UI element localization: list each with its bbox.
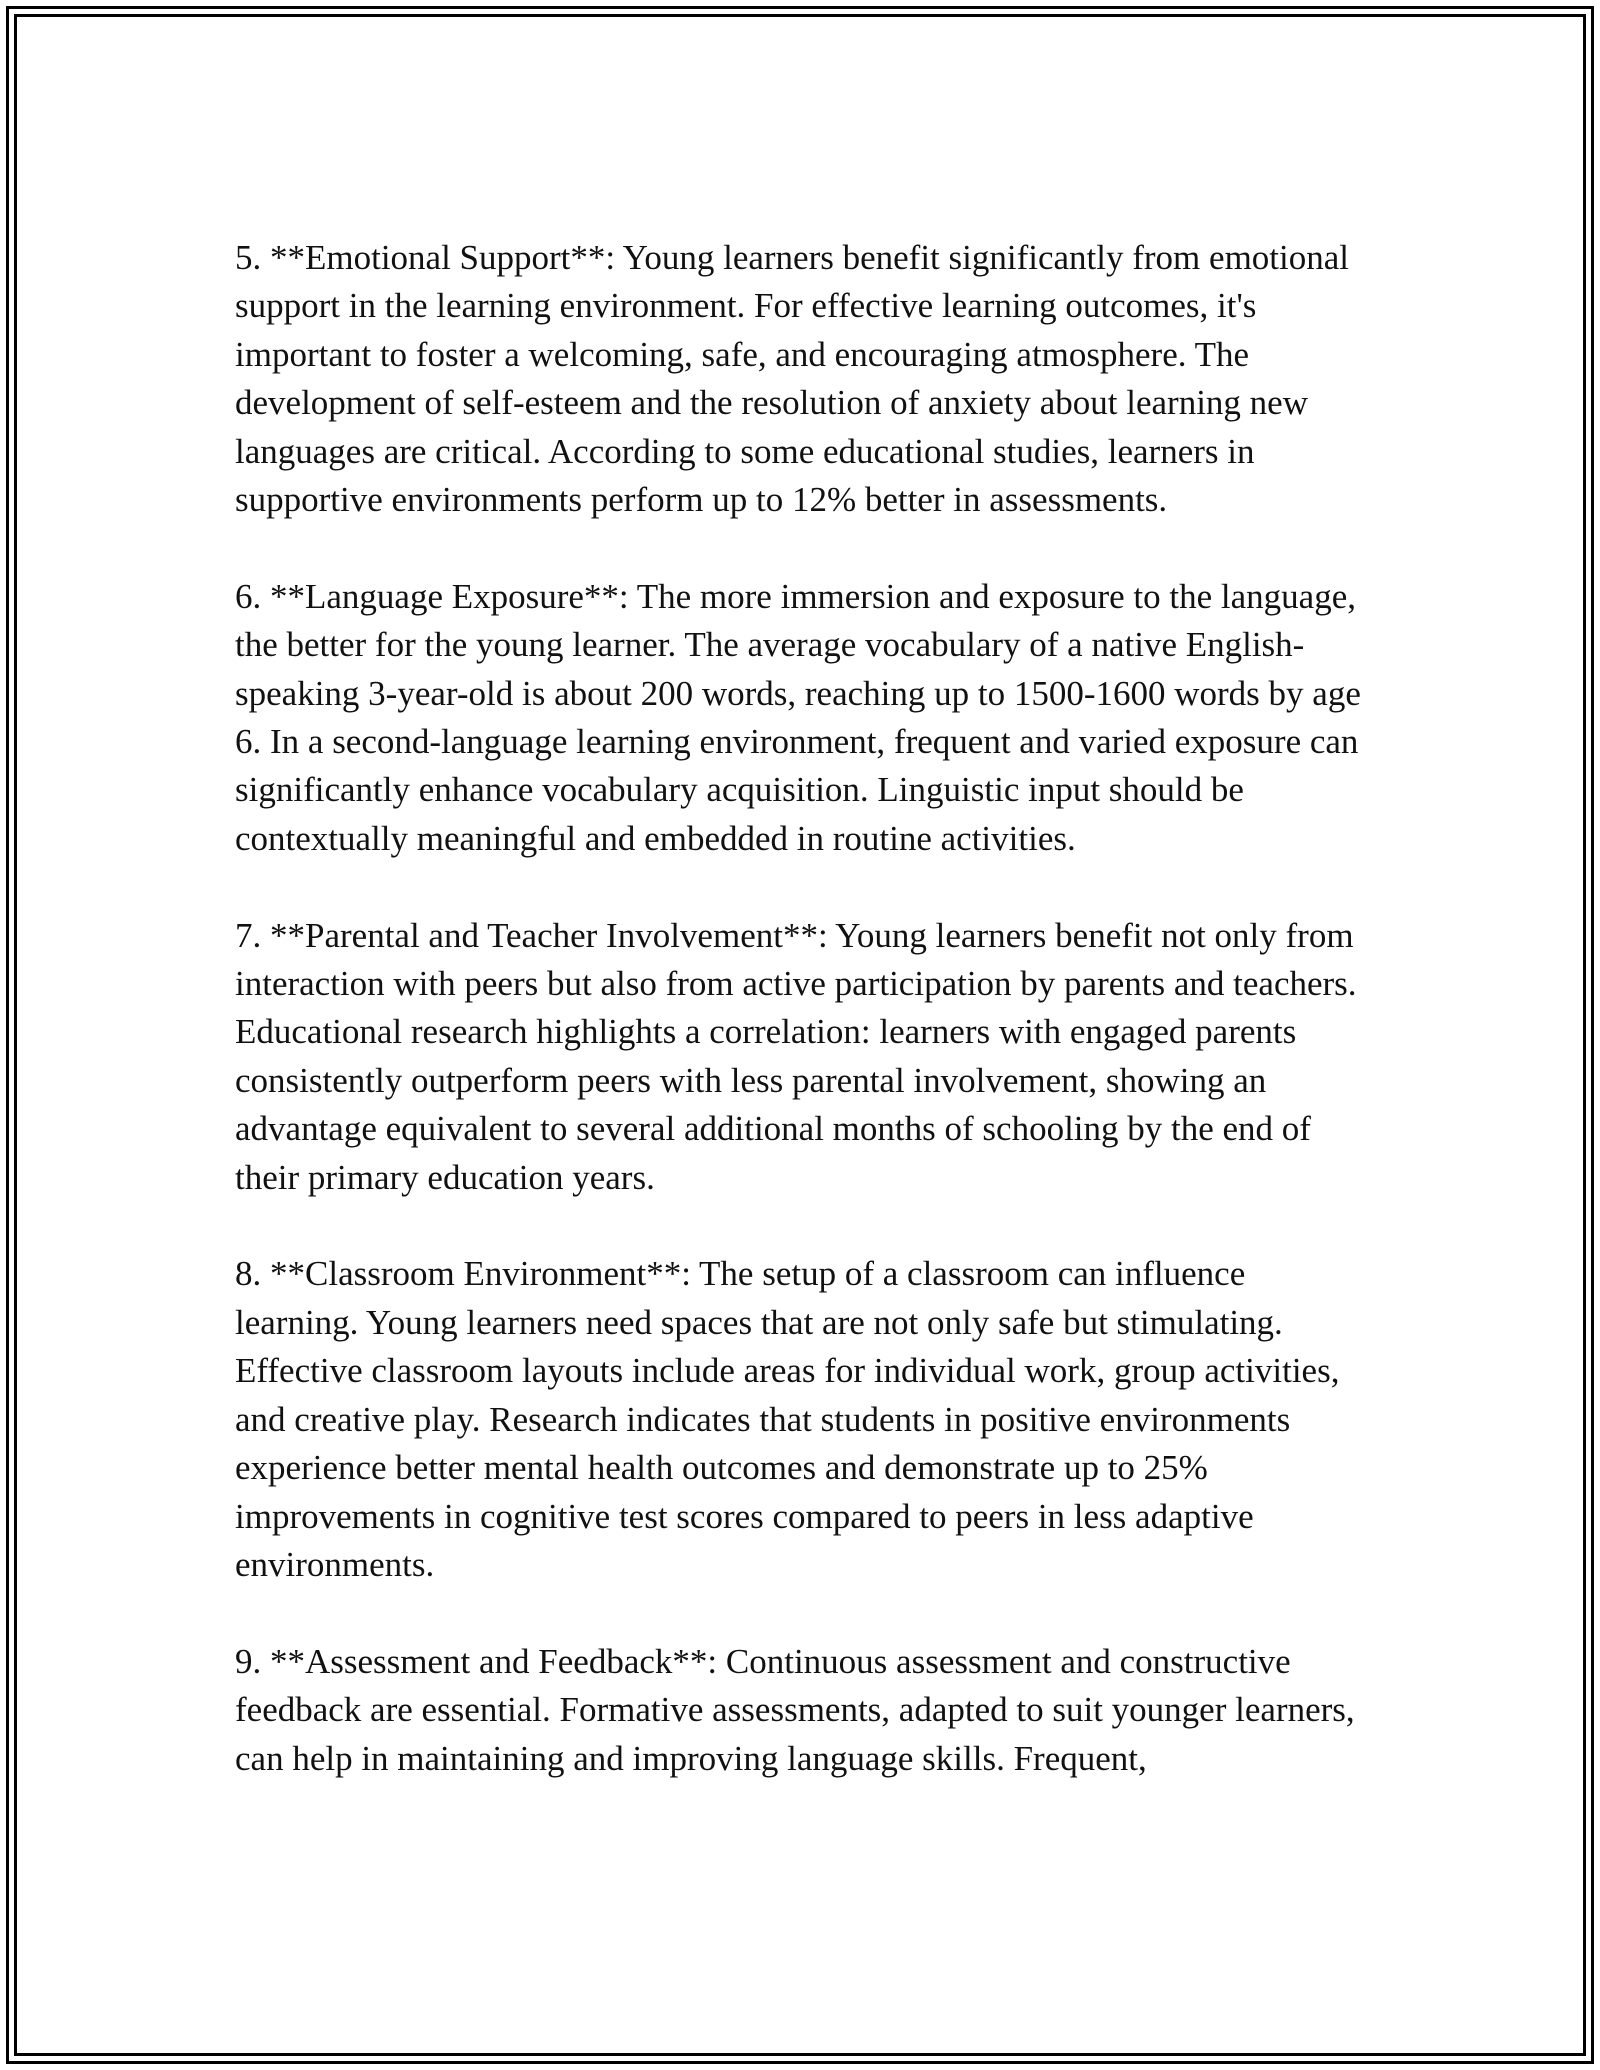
document-body [235, 234, 1375, 1783]
paragraph-language-exposure: 6. **Language Exposure**: The more immersion and exposure to the language, the better for the young learner. The average vocabulary of a native English-speaking 3-year-old is about 200 words, reaching up to 1500-1600 words by age 6. In a second-language learning environment, frequent and varied exposure can significantly enhance vocabulary acquisition. Linguistic input should be contextually meaningful and embedded in routine activities. [235, 576, 1361, 858]
paragraph-parental-teacher-involvement: 7. **Parental and Teacher Involvement**: Young learners benefit not only from interaction with peers but also from active participation by parents and teachers. Educational research highlights a correlation: learners with engaged parents consistently outperform peers with less parental involvement, showing an advantage equivalent to several additional months of schooling by the end of their primary education years. [235, 915, 1357, 1197]
paragraph-emotional-support: 5. **Emotional Support**: Young learners benefit significantly from emotional support in the learning environment. For effective learning outcomes, it's important to foster a welcoming, safe, and encouraging atmosphere. The development of self-esteem and the resolution of anxiety about learning new languages are critical. According to some educational studies, learners in supportive environments perform up to 12% better in assessments. [235, 238, 1350, 520]
paragraph-classroom-environment: 8. **Classroom Environment**: The setup of a classroom can influence learning. Young learners need spaces that are not only safe but stimulating. Effective classroom layouts include areas for individual work, group activities, and creative play. Research indicates that students in positive environments experience better mental health outcomes and demonstrate up to 25% improvements in cognitive test scores compared to peers in less adaptive environments. [235, 1254, 1340, 1584]
paragraph-assessment-feedback: 9. **Assessment and Feedback**: Continuous assessment and constructive feedback are essential. Formative assessments, adapted to suit younger learners, can help in maintaining and improving language skills. Frequent, [235, 1641, 1355, 1778]
